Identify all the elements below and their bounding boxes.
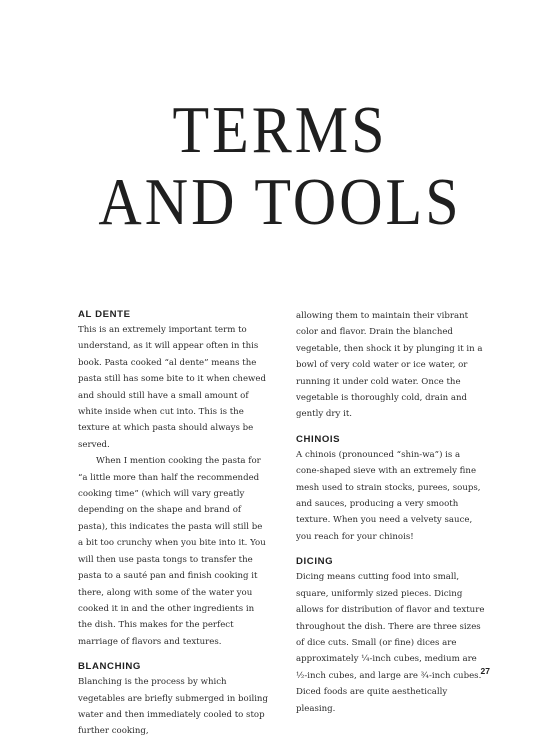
right-column (296, 308, 486, 740)
body-columns (78, 308, 486, 740)
heading-chinois: CHINOIS (296, 433, 341, 445)
title-line-2: AND TOOLS (98, 164, 462, 239)
page-number: 27 (480, 666, 490, 676)
blanching-paragraph-1: Blanching is the process by which vegetables are briefly submerged in boiling water and then immediately cooled to stop further cooking, (78, 677, 268, 737)
dicing-paragraph-1: Dicing means cutting food into small, square, uniformly sized pieces. Dicing allows for distribution of flavor and texture throughout the dish. There are three sizes of dice cuts. Small (or fine) dices are approximately ¼-inch cubes, medium are ½-inch cubes, and large are ¾-inch cubes. Diced foods are quite aesthetically pleasing. (296, 572, 485, 714)
left-column (78, 308, 268, 740)
al-dente-paragraph-2: When I mention cooking the pasta for “a little more than half the recommended cooking time” (which will vary greatly depending on the shape and brand of pasta), this indicates the pasta will still be a bit too crunchy when you bite into it. You will then use pasta tongs to transfer the pasta to a sauté pan and finish cooking it there, along with some of the water you cooked it in and the other ingredients in the dish. This makes for the perfect marriage of flavors and textures. (78, 456, 266, 647)
al-dente-paragraph-1: This is an extremely important term to understand, as it will appear often in this book. Pasta cooked “al dente” means the pasta still has some bite to it when chewed and should still have a small amount of white inside when cut into. This is the texture at which pasta should always be served. (78, 325, 266, 450)
blanching-paragraph-continued: allowing them to maintain their vibrant color and flavor. Drain the blanched vegetable, then shock it by plunging it in a bowl of very cold water or ice water, or running it under cold water. Once the vegetable is thoroughly cold, drain and gently dry it. (296, 311, 483, 420)
heading-blanching: BLANCHING (78, 661, 141, 673)
title-line-1: TERMS (172, 92, 388, 167)
chinois-paragraph-1: A chinois (pronounced “shin-wa”) is a cone-shaped sieve with an extremely fine mesh used to strain stocks, purees, soups, and sauces, producing a very smooth texture. When you need a velvety sauce, you reach for your chinois! (296, 449, 481, 542)
page-title (0, 94, 560, 237)
heading-al-dente: AL DENTE (78, 309, 131, 320)
heading-dicing: DICING (296, 556, 334, 568)
